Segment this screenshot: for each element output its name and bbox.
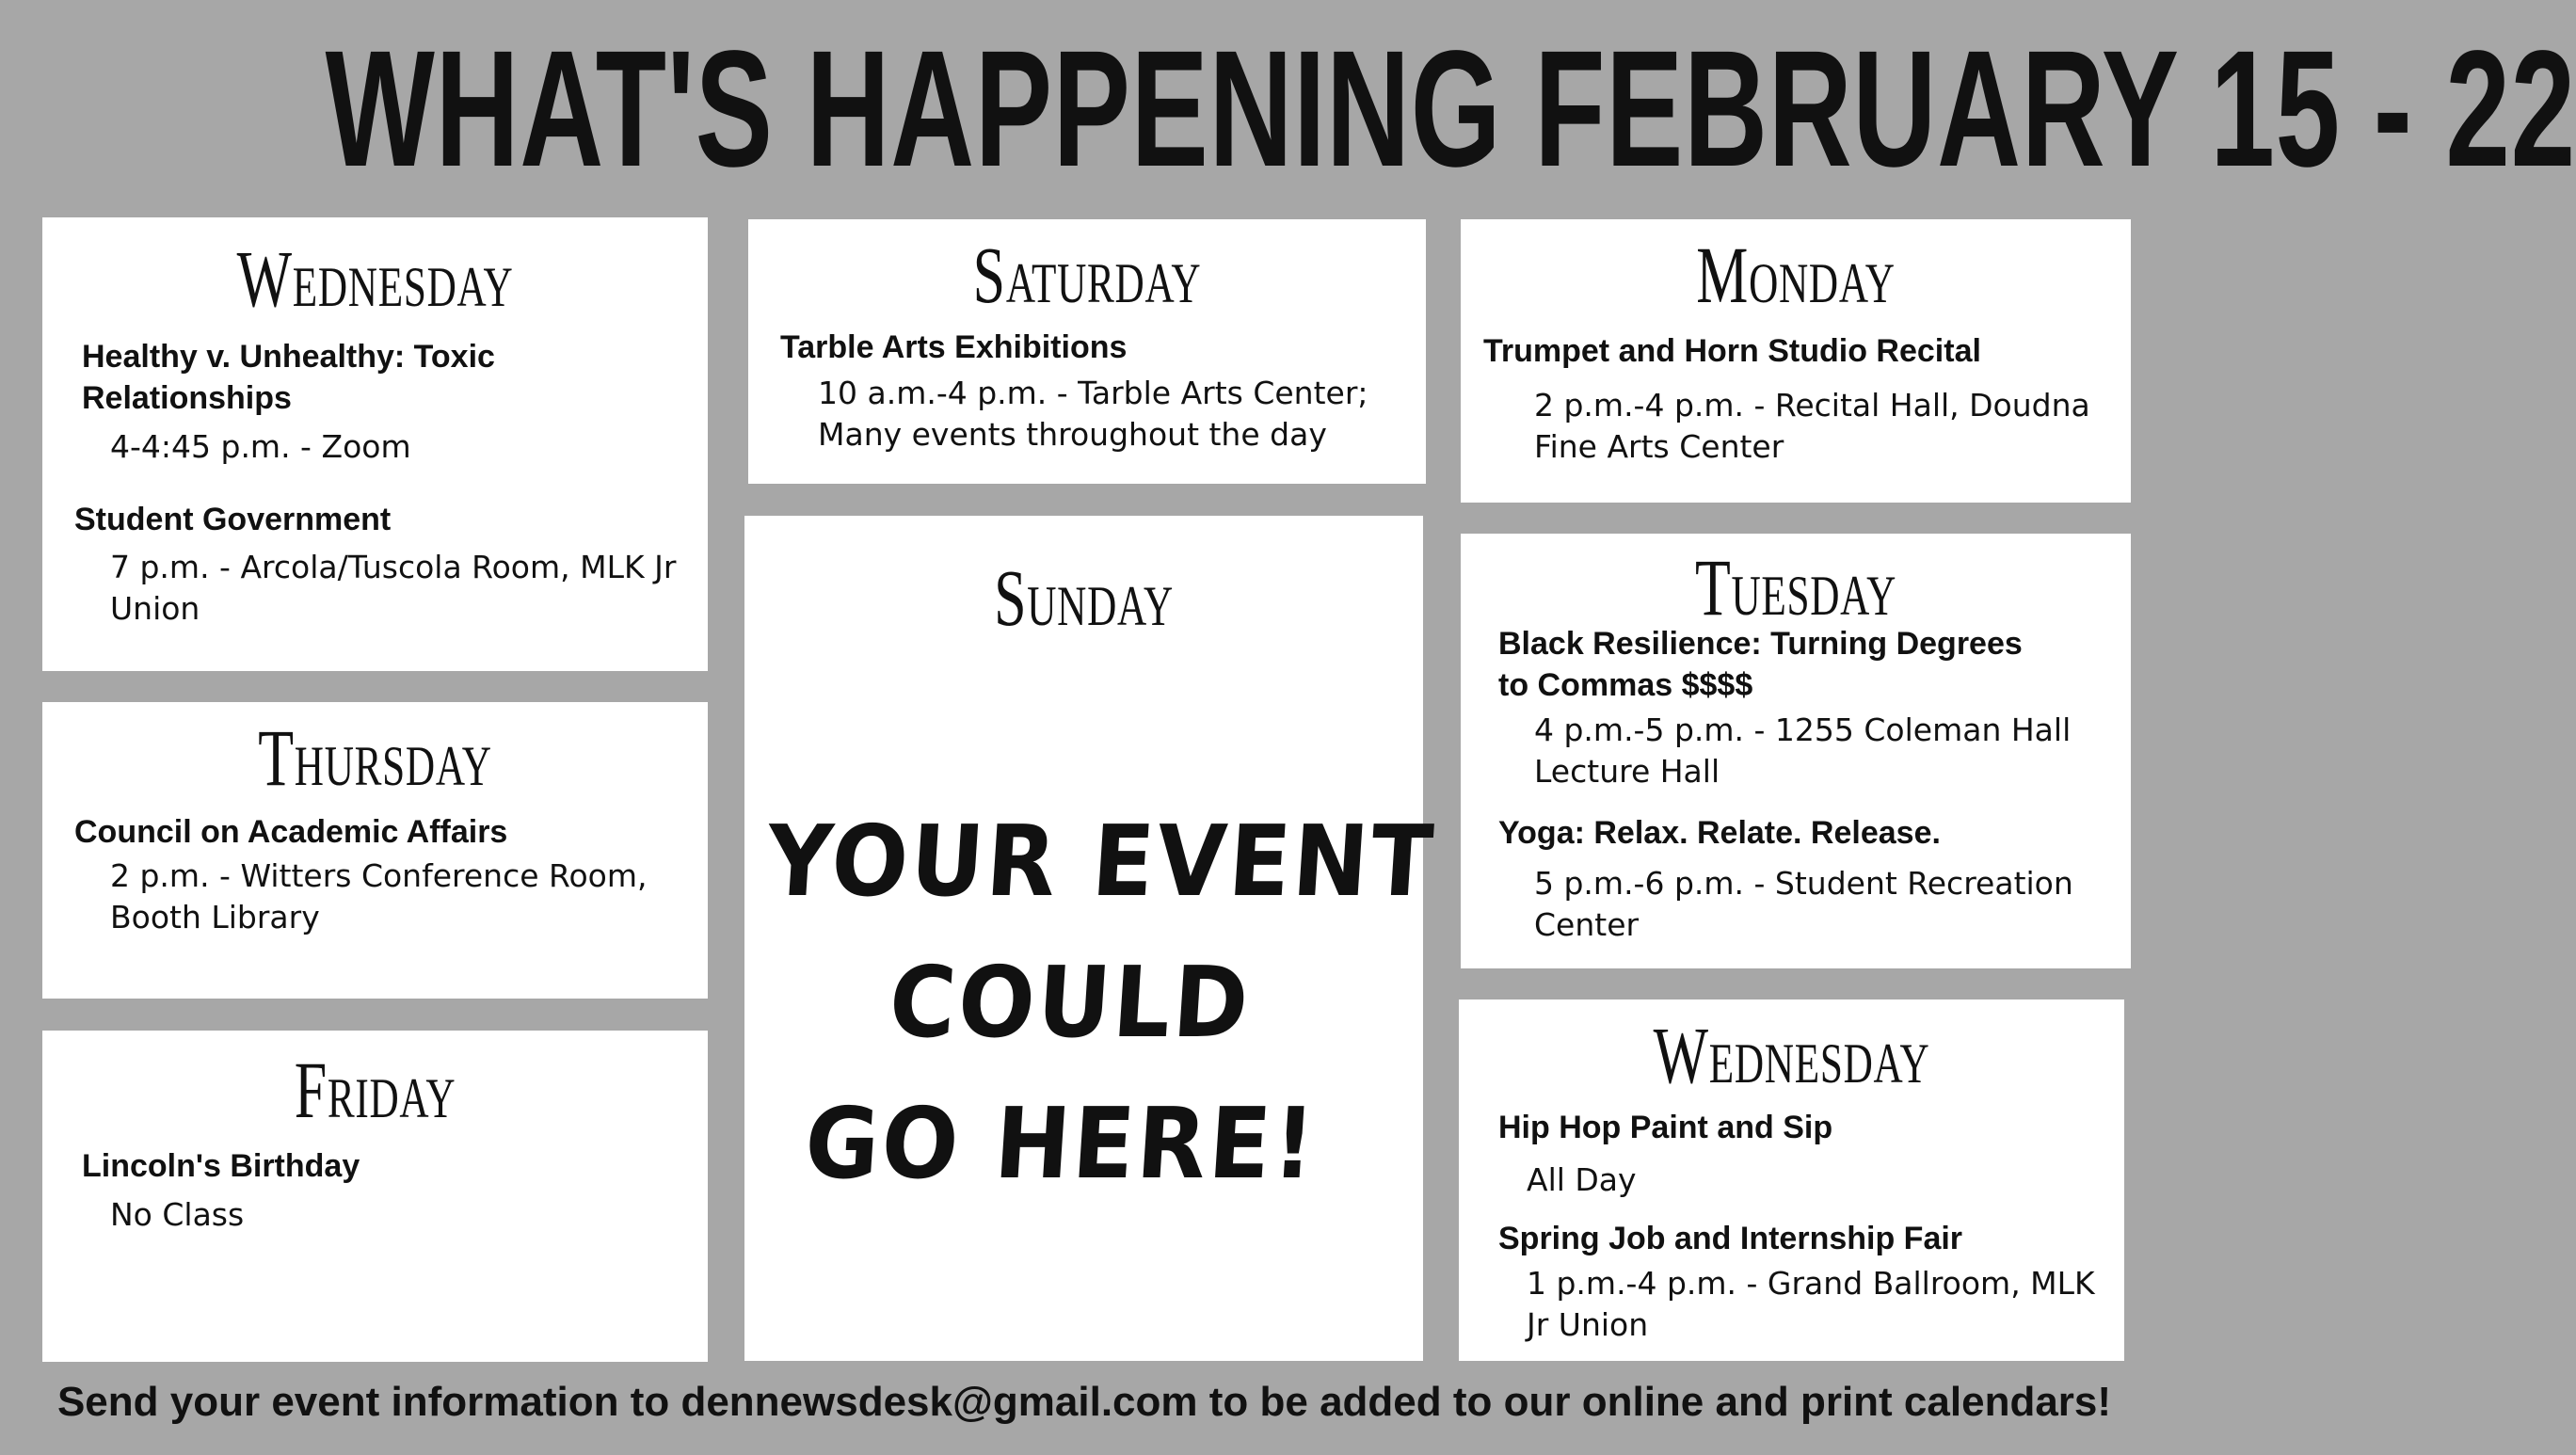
event-detail: No Class: [110, 1196, 245, 1233]
day-heading: Tuesday: [1694, 542, 1897, 632]
day-heading: Monday: [1696, 230, 1896, 320]
event-detail: Booth Library: [110, 899, 320, 935]
promo-text: [744, 791, 1439, 1214]
day-heading: Friday: [294, 1045, 456, 1135]
event-title: Hip Hop Paint and Sip: [1498, 1110, 1833, 1145]
event-title: Tarble Arts Exhibitions: [780, 329, 1128, 365]
event-title: Yoga: Relax. Relate. Release.: [1498, 815, 1941, 851]
card-wednesday-1: [42, 217, 708, 671]
event-detail: Union: [110, 590, 200, 627]
card-sunday: [744, 516, 1439, 1361]
event-detail: Fine Arts Center: [1534, 428, 1784, 465]
event-title: Council on Academic Affairs: [74, 814, 508, 850]
page-title: WHAT'S HAPPENING FEBRUARY 15 - 22: [325, 17, 2576, 201]
day-heading: Saturday: [972, 230, 1202, 320]
event-detail: 2 p.m. - Witters Conference Room,: [110, 857, 648, 894]
event-detail: 4 p.m.-5 p.m. - 1255 Coleman Hall: [1534, 712, 2072, 748]
event-title: Spring Job and Internship Fair: [1498, 1221, 1963, 1256]
event-detail: Many events throughout the day: [818, 416, 1327, 453]
card-friday: [42, 1031, 708, 1362]
card-monday: [1461, 219, 2131, 503]
event-detail: Center: [1534, 906, 1640, 943]
event-title: Student Government: [74, 502, 392, 537]
event-title: Lincoln's Birthday: [82, 1148, 360, 1184]
event-detail: 10 a.m.-4 p.m. - Tarble Arts Center;: [818, 375, 1368, 411]
event-detail: 5 p.m.-6 p.m. - Student Recreation: [1534, 865, 2073, 902]
promo-line: YOUR EVENT: [763, 804, 1439, 919]
promo-line: GO HERE!: [801, 1086, 1320, 1201]
promo-line: COULD: [886, 945, 1255, 1060]
card-tuesday: [1461, 534, 2131, 968]
day-heading: Wednesday: [236, 233, 514, 324]
day-heading: Wednesday: [1653, 1010, 1930, 1100]
event-detail: 4-4:45 p.m. - Zoom: [110, 428, 411, 465]
event-detail: 1 p.m.-4 p.m. - Grand Ballroom, MLK: [1527, 1265, 2095, 1302]
event-detail: Lecture Hall: [1534, 753, 1720, 790]
event-title: Healthy v. Unhealthy: Toxic: [82, 339, 495, 375]
card-thursday: [42, 702, 708, 999]
event-title: to Commas $$$$: [1498, 667, 1753, 703]
card-saturday: [748, 219, 1426, 484]
day-heading: Sunday: [994, 552, 1174, 643]
card-wednesday-2: [1459, 999, 2124, 1361]
event-title: Black Resilience: Turning Degrees: [1498, 626, 2023, 662]
footer-note: Send your event information to dennewsdesk@gmail.com to be added to our online and print calendars!: [56, 1379, 2112, 1425]
event-title: Relationships: [82, 380, 292, 416]
event-detail: Jr Union: [1527, 1306, 1649, 1343]
day-heading: Thursday: [258, 712, 492, 803]
event-detail: 7 p.m. - Arcola/Tuscola Room, MLK Jr: [110, 549, 677, 585]
event-detail: All Day: [1527, 1161, 1637, 1198]
event-title: Trumpet and Horn Studio Recital: [1483, 333, 1981, 369]
event-detail: 2 p.m.-4 p.m. - Recital Hall, Doudna: [1534, 387, 2090, 424]
